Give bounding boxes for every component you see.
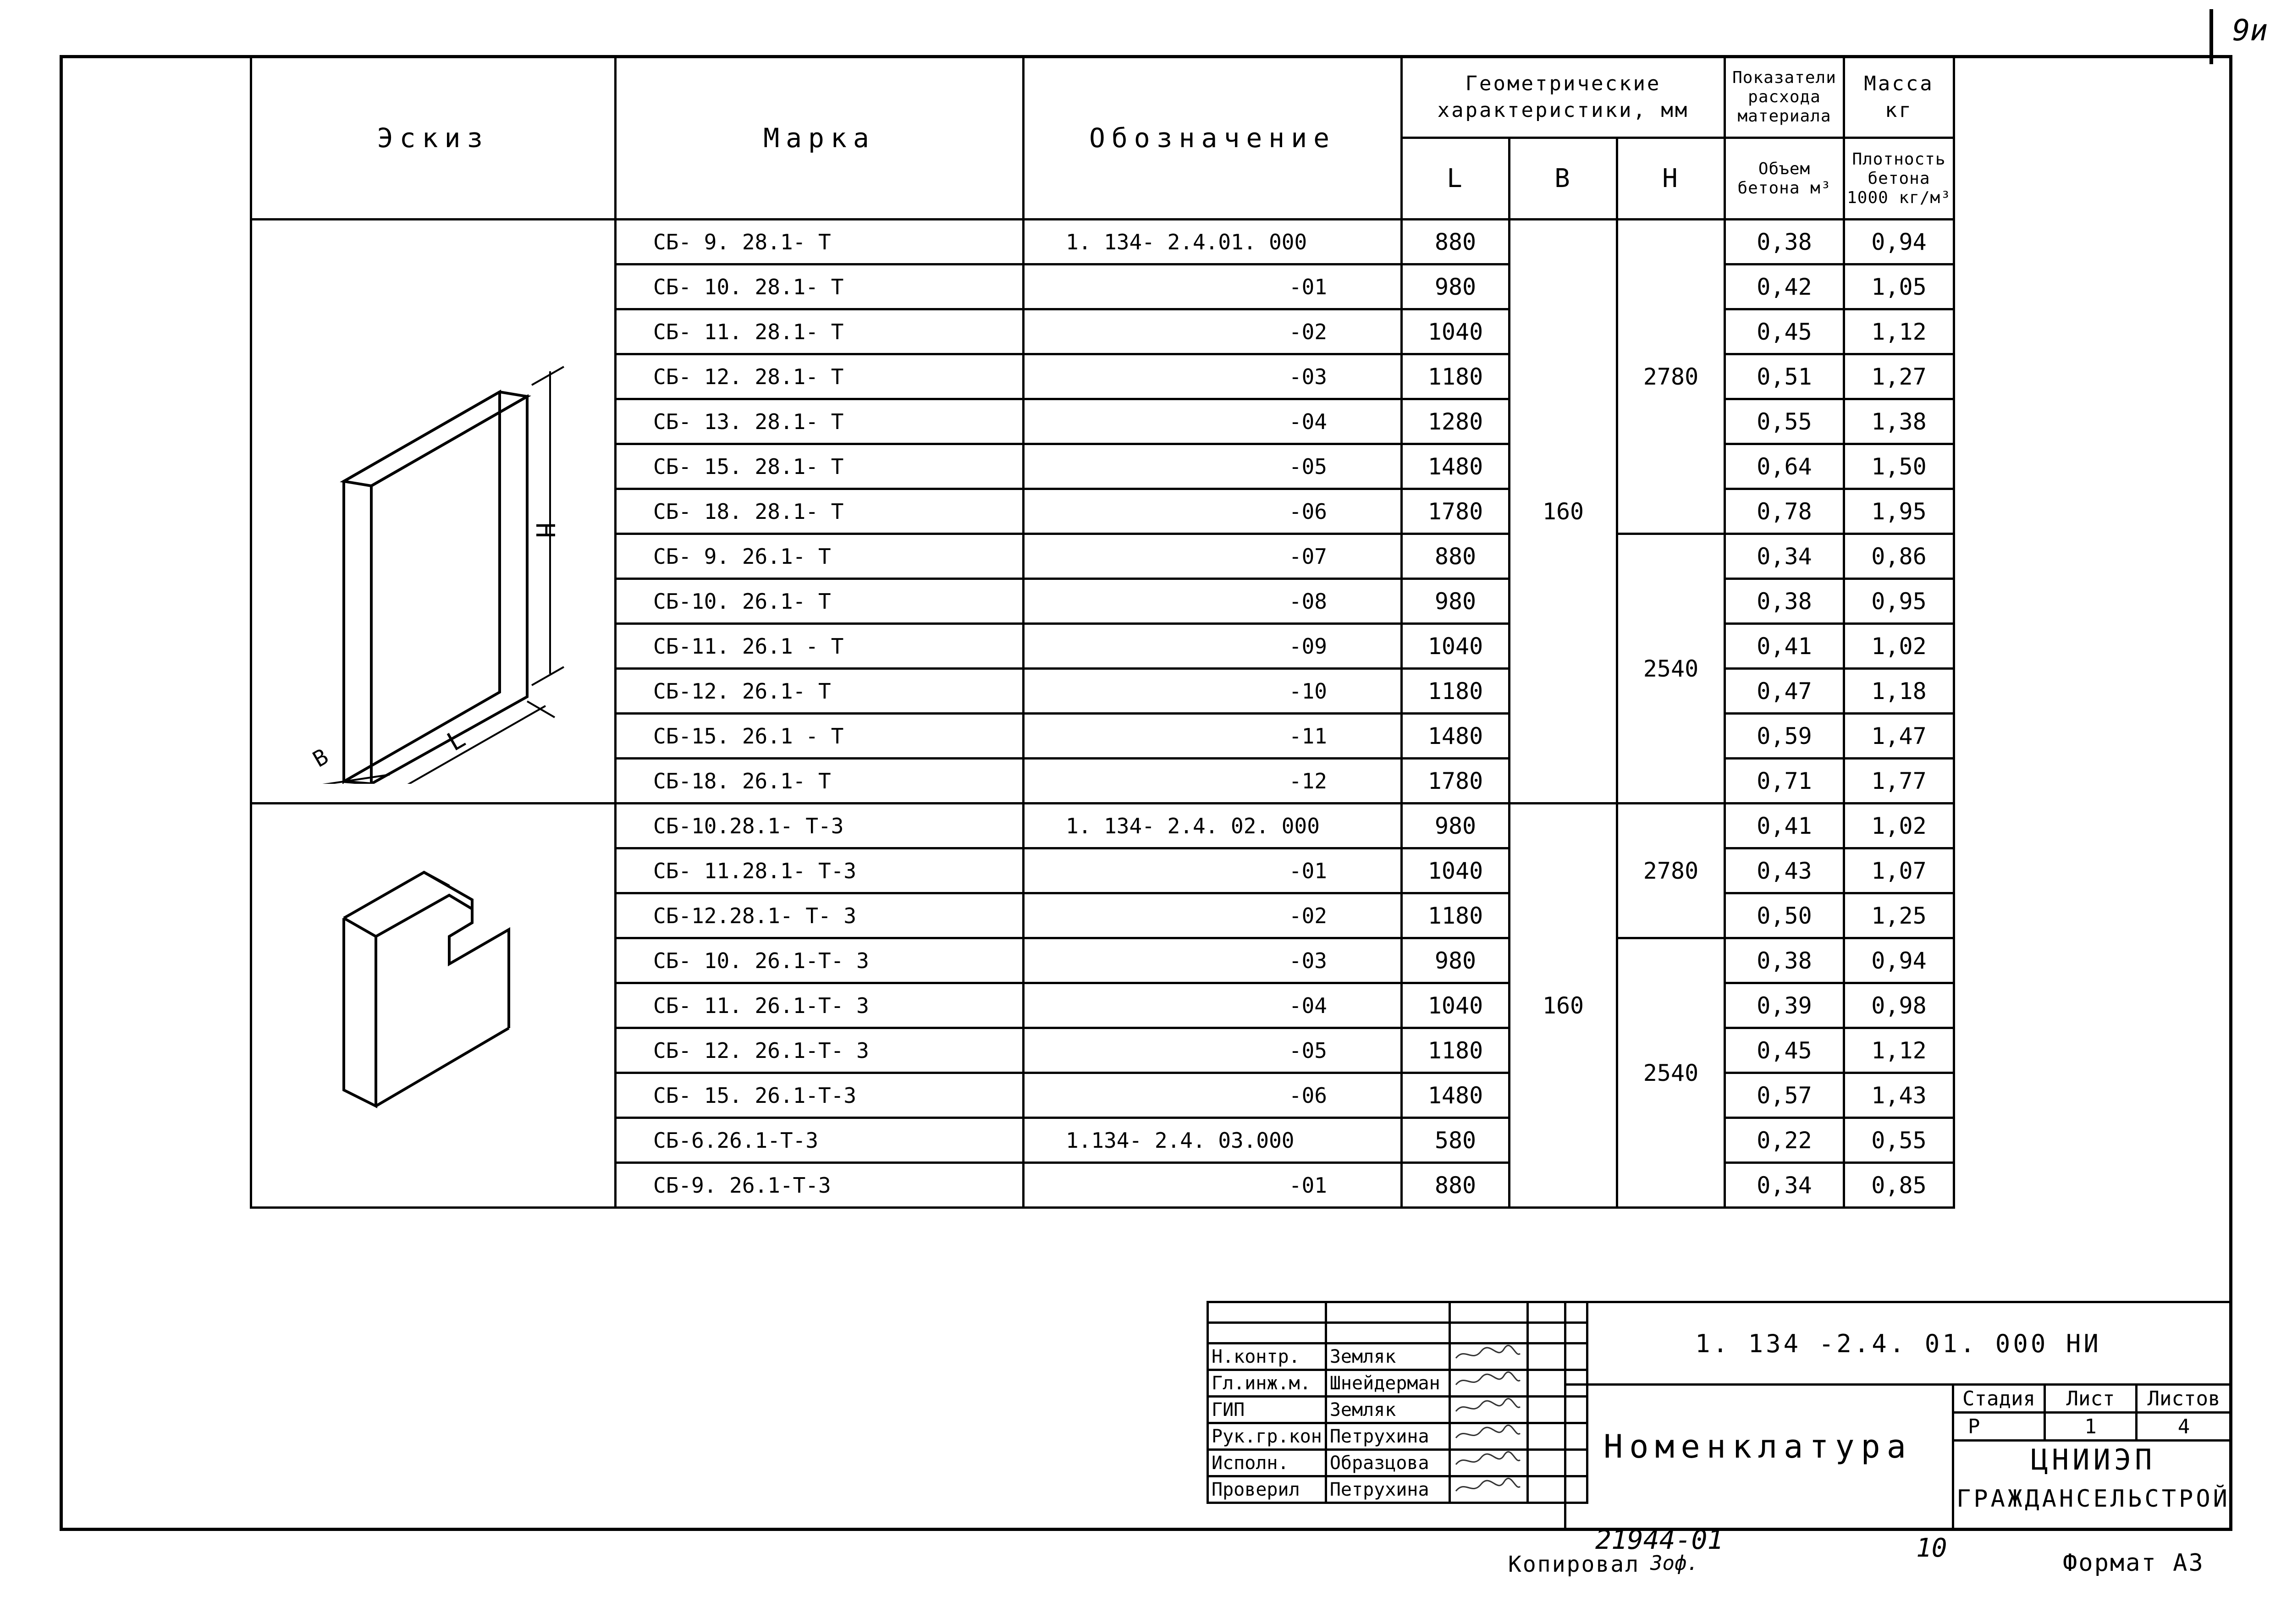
- designation-cell: -04: [1024, 983, 1402, 1028]
- designation-cell: -01: [1024, 264, 1402, 309]
- blank-cell: [1326, 1323, 1449, 1343]
- designation-cell: -10: [1024, 669, 1402, 714]
- signature-row: [1208, 1343, 1587, 1370]
- designation-cell: -02: [1024, 893, 1402, 938]
- notched-panel-sketch-drawing: [252, 813, 614, 1193]
- nomenclature-table: [250, 55, 1955, 1209]
- mass-cell: 1,25: [1844, 893, 1954, 938]
- sheet-header: Лист: [2045, 1385, 2137, 1413]
- mark-cell: СБ- 10. 28.1- Т: [616, 264, 1024, 309]
- volume-cell: 0,47: [1725, 669, 1844, 714]
- designation-cell: -03: [1024, 354, 1402, 399]
- mark-cell: СБ-11. 26.1 - Т: [616, 624, 1024, 669]
- mark-cell: СБ-18. 26.1- Т: [616, 759, 1024, 804]
- volume-cell: 0,78: [1725, 489, 1844, 534]
- signature-row: [1208, 1450, 1587, 1476]
- designation-cell: -01: [1024, 848, 1402, 893]
- organization-subname: ГРАЖДАНСЕЛЬСТРОЙ: [1956, 1485, 2230, 1513]
- blank-cell: [1449, 1302, 1527, 1323]
- volume-cell: 0,38: [1725, 579, 1844, 624]
- mass-cell: 0,98: [1844, 983, 1954, 1028]
- header-sketch: Эскиз: [251, 56, 616, 220]
- mark-cell: СБ- 11. 28.1- Т: [616, 309, 1024, 354]
- role-cell: ГИП: [1208, 1397, 1326, 1423]
- designation-cell: -01: [1024, 1163, 1402, 1208]
- volume-cell: 0,39: [1725, 983, 1844, 1028]
- length-cell: 580: [1402, 1118, 1510, 1163]
- mark-cell: СБ-9. 26.1-Т-3: [616, 1163, 1024, 1208]
- copied-by-label: Копировал: [1508, 1552, 1640, 1577]
- length-cell: 1180: [1402, 893, 1510, 938]
- title-block-signatures: [1207, 1301, 1588, 1504]
- mark-cell: СБ- 10. 26.1-Т- 3: [616, 938, 1024, 983]
- designation-cell: -03: [1024, 938, 1402, 983]
- name-cell: Земляк: [1326, 1397, 1449, 1423]
- stage-sheet-table: [1952, 1383, 2232, 1442]
- handwritten-signature-icon: [1454, 1477, 1522, 1497]
- sheets-value: 4: [2137, 1413, 2231, 1441]
- blank-cell: [1208, 1323, 1326, 1343]
- mark-cell: СБ-12. 26.1- Т: [616, 669, 1024, 714]
- mark-cell: СБ-12.28.1- Т- 3: [616, 893, 1024, 938]
- height-cell: 2780: [1617, 220, 1725, 534]
- designation-cell: -04: [1024, 399, 1402, 444]
- volume-cell: 0,55: [1725, 399, 1844, 444]
- header-designation: Обозначение: [1024, 56, 1402, 220]
- length-cell: 1280: [1402, 399, 1510, 444]
- volume-cell: 0,22: [1725, 1118, 1844, 1163]
- length-cell: 880: [1402, 1163, 1510, 1208]
- mark-cell: СБ-10.28.1- Т-3: [616, 804, 1024, 848]
- designation-cell: -07: [1024, 534, 1402, 579]
- designation-cell: -06: [1024, 1073, 1402, 1118]
- signature-cell: [1449, 1423, 1527, 1450]
- mass-cell: 1,50: [1844, 444, 1954, 489]
- blank-cell: [1326, 1302, 1449, 1323]
- designation-cell: -02: [1024, 309, 1402, 354]
- mass-cell: 1,12: [1844, 309, 1954, 354]
- designation-cell: -05: [1024, 444, 1402, 489]
- mass-cell: 1,38: [1844, 399, 1954, 444]
- blank-cell: [1208, 1302, 1326, 1323]
- volume-cell: 0,45: [1725, 309, 1844, 354]
- mark-cell: СБ- 15. 26.1-Т-3: [616, 1073, 1024, 1118]
- role-cell: Исполн.: [1208, 1450, 1326, 1476]
- sheets-header: Листов: [2137, 1385, 2231, 1413]
- mark-cell: СБ- 12. 26.1-Т- 3: [616, 1028, 1024, 1073]
- header-B: B: [1510, 138, 1617, 220]
- height-cell: 2540: [1617, 938, 1725, 1208]
- mass-cell: 0,85: [1844, 1163, 1954, 1208]
- volume-cell: 0,41: [1725, 804, 1844, 848]
- signature-cell: [1449, 1476, 1527, 1503]
- length-cell: 980: [1402, 804, 1510, 848]
- table-row: [251, 220, 1954, 264]
- role-cell: Рук.гр.кон: [1208, 1423, 1326, 1450]
- length-cell: 1040: [1402, 309, 1510, 354]
- role-cell: Гл.инж.м.: [1208, 1370, 1326, 1397]
- mark-cell: СБ- 13. 28.1- Т: [616, 399, 1024, 444]
- signature-row: [1208, 1423, 1587, 1450]
- blank-cell: [1449, 1323, 1527, 1343]
- length-cell: 980: [1402, 938, 1510, 983]
- stage-header: Стадия: [1953, 1385, 2045, 1413]
- volume-cell: 0,45: [1725, 1028, 1844, 1073]
- volume-cell: 0,57: [1725, 1073, 1844, 1118]
- volume-cell: 0,50: [1725, 893, 1844, 938]
- mark-cell: СБ- 9. 28.1- Т: [616, 220, 1024, 264]
- length-cell: 1180: [1402, 1028, 1510, 1073]
- length-cell: 880: [1402, 534, 1510, 579]
- width-cell: 160: [1510, 804, 1617, 1208]
- mass-cell: 1,12: [1844, 1028, 1954, 1073]
- name-cell: Петрухина: [1326, 1476, 1449, 1503]
- organization-name: ЦНИИЭП: [2031, 1443, 2156, 1476]
- table-row: [251, 804, 1954, 848]
- designation-cell: -08: [1024, 579, 1402, 624]
- sketch-panel-notched: [251, 804, 616, 1208]
- mass-cell: 1,07: [1844, 848, 1954, 893]
- volume-cell: 0,34: [1725, 534, 1844, 579]
- sketch-panel-plain: [251, 220, 616, 804]
- volume-cell: 0,41: [1725, 624, 1844, 669]
- mark-cell: СБ-15. 26.1 - Т: [616, 714, 1024, 759]
- mass-cell: 1,47: [1844, 714, 1954, 759]
- mass-cell: 0,94: [1844, 220, 1954, 264]
- header-geometry: Геометрические характеристики, мм: [1402, 56, 1725, 138]
- handwritten-signature-icon: [1454, 1424, 1522, 1444]
- sheet-value: 1: [2045, 1413, 2137, 1441]
- mark-cell: СБ- 11.28.1- Т-3: [616, 848, 1024, 893]
- mark-cell: СБ- 11. 26.1-Т- 3: [616, 983, 1024, 1028]
- length-cell: 1040: [1402, 624, 1510, 669]
- sketch-label-H: H: [530, 522, 560, 538]
- header-volume: Объем бетона м³: [1725, 138, 1844, 220]
- designation-cell: -09: [1024, 624, 1402, 669]
- sketch-label-L: L: [442, 723, 471, 757]
- width-cell: 160: [1510, 220, 1617, 804]
- mass-cell: 0,86: [1844, 534, 1954, 579]
- length-cell: 1780: [1402, 759, 1510, 804]
- length-cell: 880: [1402, 220, 1510, 264]
- mark-cell: СБ- 9. 26.1- Т: [616, 534, 1024, 579]
- mark-cell: СБ-10. 26.1- Т: [616, 579, 1024, 624]
- volume-cell: 0,64: [1725, 444, 1844, 489]
- sketch-label-B: B: [309, 743, 333, 772]
- designation-cell: 1.134- 2.4. 03.000: [1024, 1118, 1402, 1163]
- handwritten-signature-icon: [1454, 1344, 1522, 1365]
- mark-cell: СБ- 12. 28.1- Т: [616, 354, 1024, 399]
- handwritten-signature-icon: [1454, 1371, 1522, 1391]
- designation-cell: -12: [1024, 759, 1402, 804]
- handwritten-signature-icon: [1454, 1451, 1522, 1471]
- volume-cell: 0,34: [1725, 1163, 1844, 1208]
- length-cell: 1180: [1402, 669, 1510, 714]
- inventory-number: 21944-01: [1595, 1524, 1724, 1555]
- document-code: 1. 134 -2.4. 01. 000 НИ: [1695, 1329, 2101, 1358]
- name-cell: Шнейдерман: [1326, 1370, 1449, 1397]
- header-mark: Марка: [616, 56, 1024, 220]
- header-L: L: [1402, 138, 1510, 220]
- signature-cell: [1449, 1397, 1527, 1423]
- volume-cell: 0,38: [1725, 938, 1844, 983]
- mass-cell: 1,43: [1844, 1073, 1954, 1118]
- designation-cell: -06: [1024, 489, 1402, 534]
- volume-cell: 0,59: [1725, 714, 1844, 759]
- header-mass: Масса кг: [1844, 56, 1954, 138]
- handwritten-signature-icon: [1454, 1398, 1522, 1418]
- mass-cell: 0,94: [1844, 938, 1954, 983]
- volume-cell: 0,51: [1725, 354, 1844, 399]
- name-cell: Образцова: [1326, 1450, 1449, 1476]
- mark-cell: СБ- 18. 28.1- Т: [616, 489, 1024, 534]
- document-title: Номенклатура: [1603, 1428, 1912, 1465]
- mass-cell: 0,55: [1844, 1118, 1954, 1163]
- sheet-corner-number: 9и: [2232, 14, 2268, 48]
- length-cell: 1040: [1402, 983, 1510, 1028]
- stage-value: Р: [1953, 1413, 2045, 1441]
- signature-cell: [1449, 1343, 1527, 1370]
- length-cell: 1480: [1402, 444, 1510, 489]
- copied-by-signature: Зоф.: [1650, 1552, 1699, 1575]
- role-cell: Н.контр.: [1208, 1343, 1326, 1370]
- mass-cell: 1,02: [1844, 804, 1954, 848]
- length-cell: 1040: [1402, 848, 1510, 893]
- volume-cell: 0,43: [1725, 848, 1844, 893]
- designation-cell: -05: [1024, 1028, 1402, 1073]
- mark-cell: СБ-6.26.1-Т-3: [616, 1118, 1024, 1163]
- length-cell: 1480: [1402, 714, 1510, 759]
- signature-row: [1208, 1476, 1587, 1503]
- header-H: H: [1617, 138, 1725, 220]
- volume-cell: 0,38: [1725, 220, 1844, 264]
- designation-cell: 1. 134- 2.4. 02. 000: [1024, 804, 1402, 848]
- length-cell: 980: [1402, 264, 1510, 309]
- mass-cell: 0,95: [1844, 579, 1954, 624]
- mass-cell: 1,02: [1844, 624, 1954, 669]
- paper-format: Формат А3: [2063, 1549, 2204, 1577]
- height-cell: 2540: [1617, 534, 1725, 804]
- mass-cell: 1,27: [1844, 354, 1954, 399]
- header-material: Показатели расхода материала: [1725, 56, 1844, 138]
- length-cell: 1480: [1402, 1073, 1510, 1118]
- header-density: Плотность бетона 1000 кг/м³: [1844, 138, 1954, 220]
- panel-sketch-drawing: [252, 234, 614, 784]
- length-cell: 1180: [1402, 354, 1510, 399]
- page-number: 10: [1916, 1533, 1947, 1563]
- mass-cell: 1,77: [1844, 759, 1954, 804]
- designation-cell: 1. 134- 2.4.01. 000: [1024, 220, 1402, 264]
- height-cell: 2780: [1617, 804, 1725, 938]
- signature-cell: [1449, 1370, 1527, 1397]
- length-cell: 1780: [1402, 489, 1510, 534]
- name-cell: Петрухина: [1326, 1423, 1449, 1450]
- mass-cell: 1,05: [1844, 264, 1954, 309]
- signature-row: [1208, 1397, 1587, 1423]
- volume-cell: 0,71: [1725, 759, 1844, 804]
- role-cell: Проверил: [1208, 1476, 1326, 1503]
- mass-cell: 1,18: [1844, 669, 1954, 714]
- mark-cell: СБ- 15. 28.1- Т: [616, 444, 1024, 489]
- signature-cell: [1449, 1450, 1527, 1476]
- name-cell: Земляк: [1326, 1343, 1449, 1370]
- designation-cell: -11: [1024, 714, 1402, 759]
- length-cell: 980: [1402, 579, 1510, 624]
- signature-row: [1208, 1370, 1587, 1397]
- volume-cell: 0,42: [1725, 264, 1844, 309]
- mass-cell: 1,95: [1844, 489, 1954, 534]
